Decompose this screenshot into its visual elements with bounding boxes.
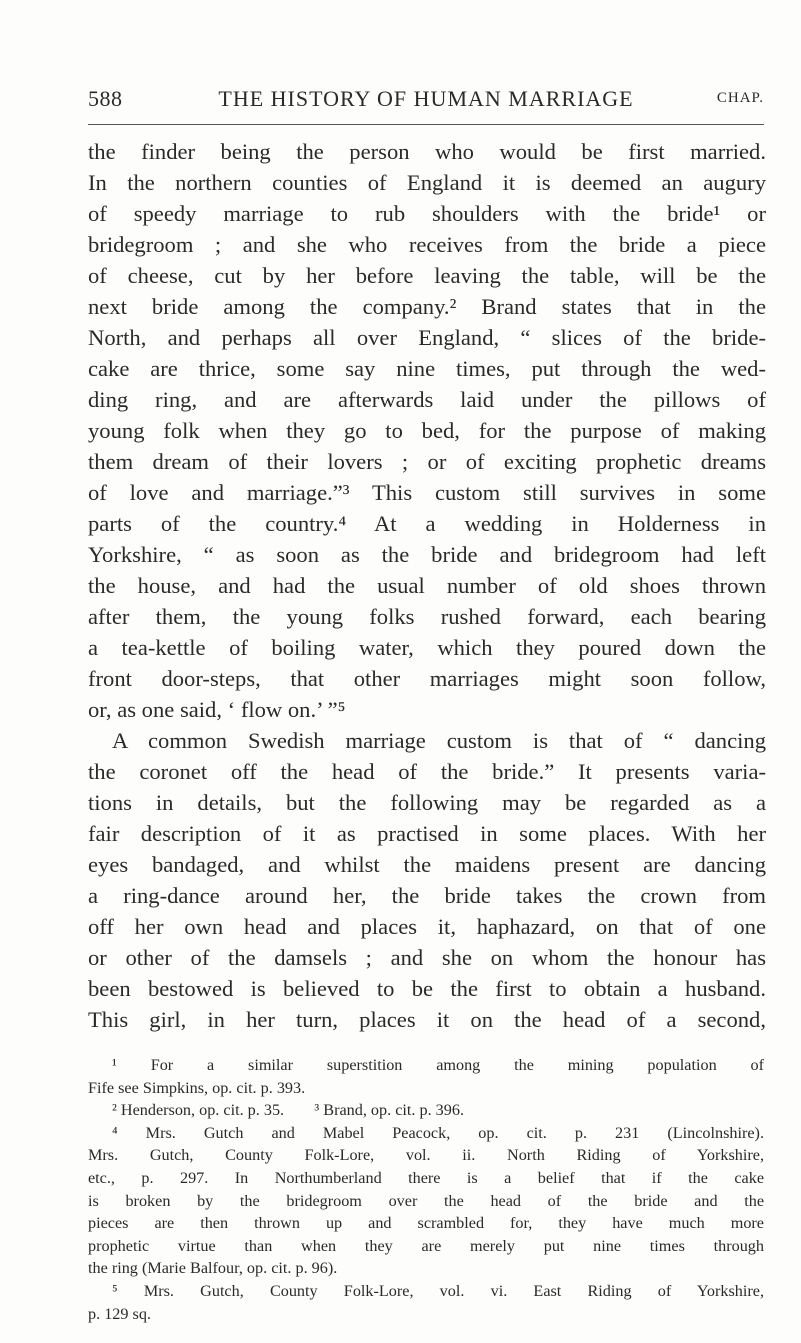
footnote-4-cont: is broken by the bridegroom over the head of the bride and the xyxy=(88,1191,764,1210)
footnote-3: ³ Brand, op. cit. p. 396. xyxy=(314,1101,464,1120)
body-line: front door-steps, that other marriages might soon follow, xyxy=(88,666,766,691)
body-line: bridegroom ; and she who receives from the bride a piece xyxy=(88,232,766,257)
body-line: or, as one said, ‘ flow on.’ ”⁵ xyxy=(88,697,346,722)
body-line: or other of the damsels ; and she on whom the honour has xyxy=(88,945,766,970)
chapter-label: CHAP. xyxy=(716,90,764,106)
body-line: of speedy marriage to rub shoulders with the bride¹ or xyxy=(88,201,766,226)
body-line: North, and perhaps all over England, “ slices of the bride- xyxy=(88,325,766,350)
body-line: after them, the young folks rushed forward, each bearing xyxy=(88,604,766,629)
body-line: the house, and had the usual number of old shoes thrown xyxy=(88,573,766,598)
footnotes xyxy=(88,1054,764,1325)
footnote-4-cont: prophetic virtue than when they are merely put nine times through xyxy=(88,1236,764,1255)
body-line: In the northern counties of England it is deemed an augury xyxy=(88,170,766,195)
running-title: THE HISTORY OF HUMAN MARRIAGE xyxy=(218,86,634,111)
footnote-5: ⁵ Mrs. Gutch, County Folk-Lore, vol. vi. East Riding of Yorkshire, xyxy=(112,1281,764,1300)
body-text xyxy=(88,136,766,1035)
body-line: off her own head and places it, haphazard, on that of one xyxy=(88,914,766,939)
body-line: Yorkshire, “ as soon as the bride and bridegroom had left xyxy=(88,542,766,567)
body-line: been bestowed is believed to be the first to obtain a husband. xyxy=(88,976,766,1001)
body-line: tions in details, but the following may be regarded as a xyxy=(88,790,766,815)
header-rule xyxy=(88,124,764,125)
footnote-2: ² Henderson, op. cit. p. 35. xyxy=(112,1101,285,1120)
body-line: them dream of their lovers ; or of exciting prophetic dreams xyxy=(88,449,766,474)
body-line: next bride among the company.² Brand states that in the xyxy=(88,294,766,319)
body-line: of cheese, cut by her before leaving the table, will be the xyxy=(88,263,766,288)
body-line: a tea-kettle of boiling water, which they poured down the xyxy=(88,635,766,660)
body-line: A common Swedish marriage custom is that of “ dancing xyxy=(112,728,766,753)
body-line: This girl, in her turn, places it on the head of a second, xyxy=(88,1007,766,1032)
body-line: of love and marriage.”³ This custom still survives in some xyxy=(88,480,766,505)
footnote-1-cont: Fife see Simpkins, op. cit. p. 393. xyxy=(88,1078,306,1097)
body-line: ding ring, and are afterwards laid under the pillows of xyxy=(88,387,766,412)
footnotes-2-3 xyxy=(88,1099,764,1122)
footnote-5-cont: p. 129 sq. xyxy=(88,1304,151,1323)
footnote-4-cont: Mrs. Gutch, County Folk-Lore, vol. ii. North Riding of Yorkshire, xyxy=(88,1146,764,1165)
body-line: young folk when they go to bed, for the purpose of making xyxy=(88,418,766,443)
body-line: the coronet off the head of the bride.” It presents varia- xyxy=(88,759,766,784)
body-line: the finder being the person who would be first married. xyxy=(88,139,766,164)
body-line: cake are thrice, some say nine times, put through the wed- xyxy=(88,356,766,381)
body-line: a ring-dance around her, the bride takes the crown from xyxy=(88,883,766,908)
footnote-1: ¹ For a similar superstition among the mining population of xyxy=(112,1056,764,1074)
page-number: 588 xyxy=(88,86,123,111)
running-header xyxy=(88,86,764,122)
footnote-4-cont: etc., p. 297. In Northumberland there is a belief that if the cake xyxy=(88,1168,764,1187)
body-line: fair description of it as practised in some places. With her xyxy=(88,821,766,846)
footnote-4-cont: pieces are then thrown up and scrambled for, they have much more xyxy=(88,1214,764,1233)
body-line: eyes bandaged, and whilst the maidens present are dancing xyxy=(88,852,766,877)
footnote-4-cont: the ring (Marie Balfour, op. cit. p. 96). xyxy=(88,1259,338,1278)
body-line: parts of the country.⁴ At a wedding in Holderness in xyxy=(88,511,766,536)
footnote-4: ⁴ Mrs. Gutch and Mabel Peacock, op. cit. p. 231 (Lincolnshire). xyxy=(112,1123,764,1142)
